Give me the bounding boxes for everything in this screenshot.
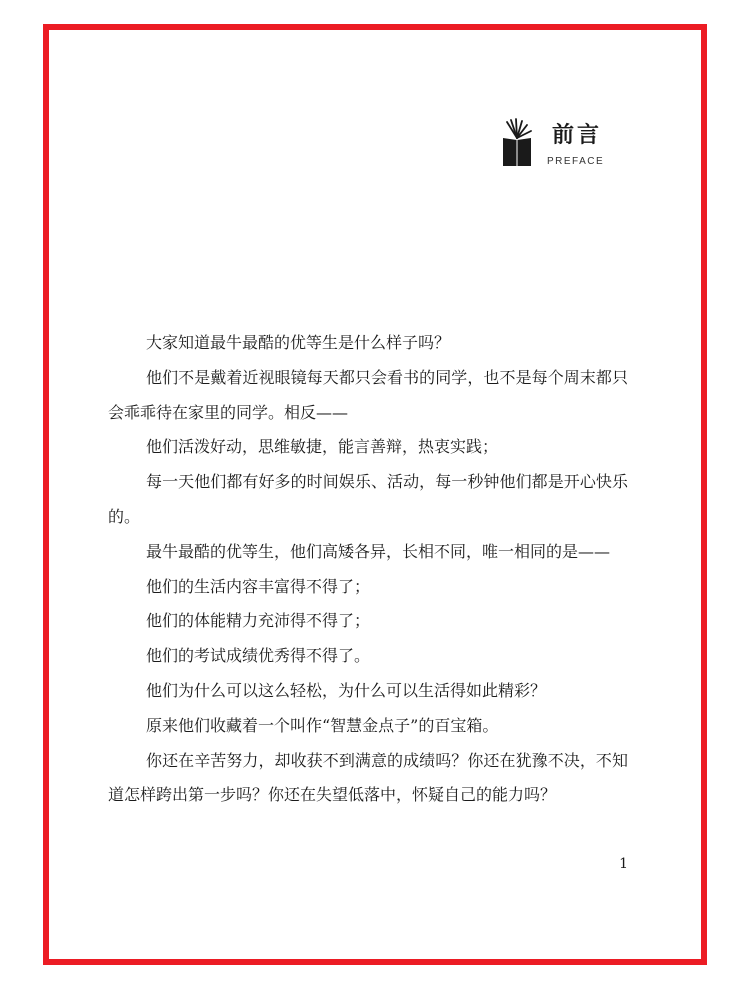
preface-heading: [500, 116, 630, 176]
page-subtitle: PREFACE: [547, 156, 605, 167]
paragraph: 最牛最酷的优等生，他们高矮各异，长相不同，唯一相同的是——: [146, 541, 611, 561]
page-title: 前言: [552, 122, 603, 148]
paragraph: 你还在辛苦努力，却收获不到满意的成绩吗？你还在犹豫不决，不知道怎样跨出第一步吗？你还在失望低落中，怀疑自己的能力吗？: [108, 750, 628, 805]
preface-body: [108, 326, 628, 813]
paragraph: 每一天他们都有好多的时间娱乐、活动，每一秒钟他们都是开心快乐的。: [108, 472, 628, 526]
paragraph: 原来他们收藏着一个叫作“智慧金点子”的百宝箱。: [146, 715, 499, 735]
page-number: 1: [619, 856, 628, 872]
paragraph: 他们活泼好动，思维敏捷，能言善辩，热衷实践；: [146, 437, 499, 457]
book-icon: [500, 116, 534, 170]
paragraph: 他们不是戴着近视眼镜每天都只会看书的同学，也不是每个周末都只会乖乖待在家里的同学。相反——: [108, 367, 628, 422]
paragraph: 大家知道最牛最酷的优等生是什么样子吗？: [146, 333, 451, 352]
paragraph: 他们的生活内容丰富得不得了；: [146, 576, 371, 596]
paragraph: 他们为什么可以这么轻松，为什么可以生活得如此精彩？: [146, 680, 547, 700]
paragraph: 他们的考试成绩优秀得不得了。: [146, 646, 371, 666]
paragraph: 他们的体能精力充沛得不得了；: [146, 611, 371, 631]
